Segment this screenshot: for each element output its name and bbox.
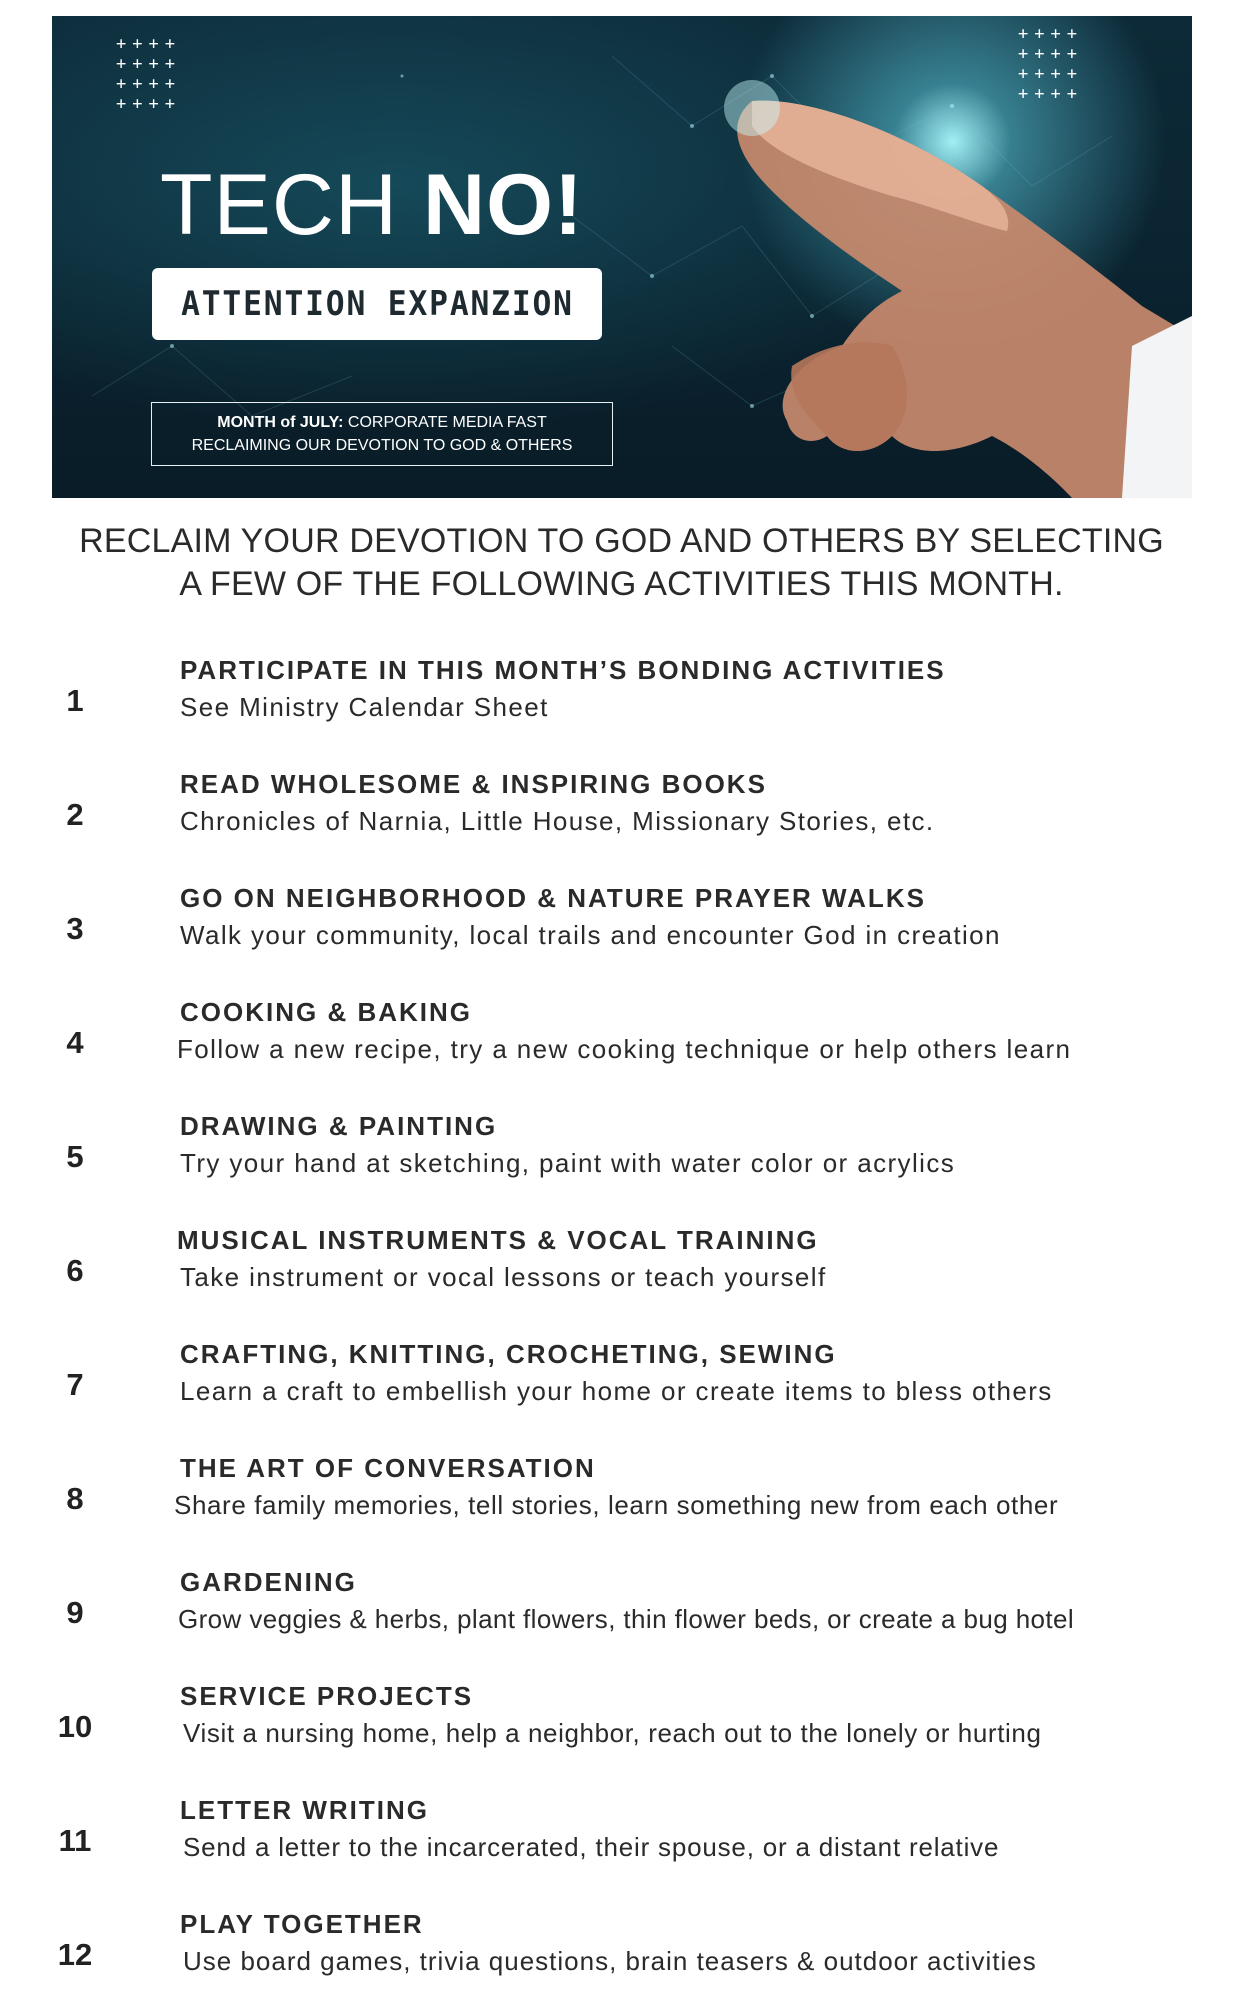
activity-title: DRAWING & PAINTING: [180, 1111, 498, 1141]
intro-line-1: RECLAIM YOUR DEVOTION TO GOD AND OTHERS BY SELECTING: [79, 522, 1164, 560]
month-line-2: RECLAIMING OUR DEVOTION TO GOD & OTHERS: [191, 436, 573, 454]
activity-number: 4: [66, 1025, 84, 1060]
activity-title: MUSICAL INSTRUMENTS & VOCAL TRAINING: [177, 1225, 819, 1255]
activity-title: THE ART OF CONVERSATION: [180, 1453, 596, 1483]
activity-description: Follow a new recipe, try a new cooking technique or help others learn: [177, 1034, 1072, 1064]
activity-title: SERVICE PROJECTS: [180, 1681, 474, 1711]
activity-description: Take instrument or vocal lessons or teach yourself: [180, 1262, 827, 1292]
activity-description: Grow veggies & herbs, plant flowers, thin flower beds, or create a bug hotel: [178, 1604, 1075, 1634]
month-line-1: [152, 414, 612, 432]
month-text: CORPORATE MEDIA FAST: [343, 413, 547, 431]
activity-item: [0, 1111, 1243, 1201]
banner-title: [160, 156, 584, 255]
subtitle-badge: [152, 268, 602, 340]
activity-item: [0, 1681, 1243, 1771]
activity-item: [0, 1567, 1243, 1657]
activity-description: Send a letter to the incarcerated, their spouse, or a distant relative: [183, 1832, 1000, 1862]
activity-title: GO ON NEIGHBORHOOD & NATURE PRAYER WALKS: [180, 883, 926, 913]
activity-title: CRAFTING, KNITTING, CROCHETING, SEWING: [180, 1339, 837, 1369]
intro-line-2: A FEW OF THE FOLLOWING ACTIVITIES THIS MONTH.: [179, 565, 1064, 603]
month-info-box: [151, 402, 613, 466]
activity-description: See Ministry Calendar Sheet: [180, 692, 549, 722]
activity-number: 7: [66, 1367, 84, 1402]
banner-title-bold: NO!: [423, 157, 584, 253]
activity-number: 11: [58, 1823, 92, 1858]
activity-item: [0, 769, 1243, 859]
activity-item: [0, 1909, 1243, 1999]
activity-description: Try your hand at sketching, paint with water color or acrylics: [180, 1148, 956, 1178]
activity-description: Visit a nursing home, help a neighbor, reach out to the lonely or hurting: [183, 1718, 1042, 1748]
activity-title: COOKING & BAKING: [180, 997, 472, 1027]
activity-number: 9: [66, 1595, 84, 1630]
subtitle-text: ATTENTION EXPANZION: [180, 284, 574, 324]
activity-number: 5: [66, 1139, 84, 1174]
activity-number: 3: [66, 911, 84, 946]
activity-item: [0, 1225, 1243, 1315]
activity-number: 2: [66, 797, 84, 832]
activity-description: Learn a craft to embellish your home or create items to bless others: [180, 1376, 1053, 1406]
activity-item: [0, 1795, 1243, 1885]
activity-item: [0, 1453, 1243, 1543]
activity-number: 10: [57, 1709, 93, 1744]
activity-title: PLAY TOGETHER: [180, 1909, 424, 1939]
activity-description: Walk your community, local trails and encounter God in creation: [180, 920, 1001, 950]
activity-number: 1: [66, 683, 84, 718]
activity-title: PARTICIPATE IN THIS MONTH’S BONDING ACTIVITIES: [180, 655, 946, 685]
activity-item: [0, 883, 1243, 973]
activity-item: [0, 997, 1243, 1087]
activity-description: Share family memories, tell stories, learn something new from each other: [174, 1490, 1059, 1520]
activity-number: 6: [66, 1253, 84, 1288]
activity-description: Use board games, trivia questions, brain teasers & outdoor activities: [183, 1946, 1037, 1976]
banner-title-light: TECH: [160, 157, 423, 253]
plus-pattern-left: ++++ ++++ ++++ ++++: [116, 34, 181, 114]
activity-title: GARDENING: [180, 1567, 357, 1597]
month-label: MONTH of JULY:: [217, 413, 344, 431]
activity-number: 8: [66, 1481, 84, 1516]
plus-pattern-right: ++++ ++++ ++++ ++++: [1018, 24, 1083, 104]
intro-heading: [40, 520, 1203, 606]
activity-item: [0, 655, 1243, 745]
activity-description: Chronicles of Narnia, Little House, Missionary Stories, etc.: [180, 806, 935, 836]
activity-number: 12: [57, 1937, 93, 1972]
hero-banner: [52, 16, 1192, 498]
activity-title: LETTER WRITING: [180, 1795, 429, 1825]
activity-item: [0, 1339, 1243, 1429]
activity-title: READ WHOLESOME & INSPIRING BOOKS: [180, 769, 767, 799]
